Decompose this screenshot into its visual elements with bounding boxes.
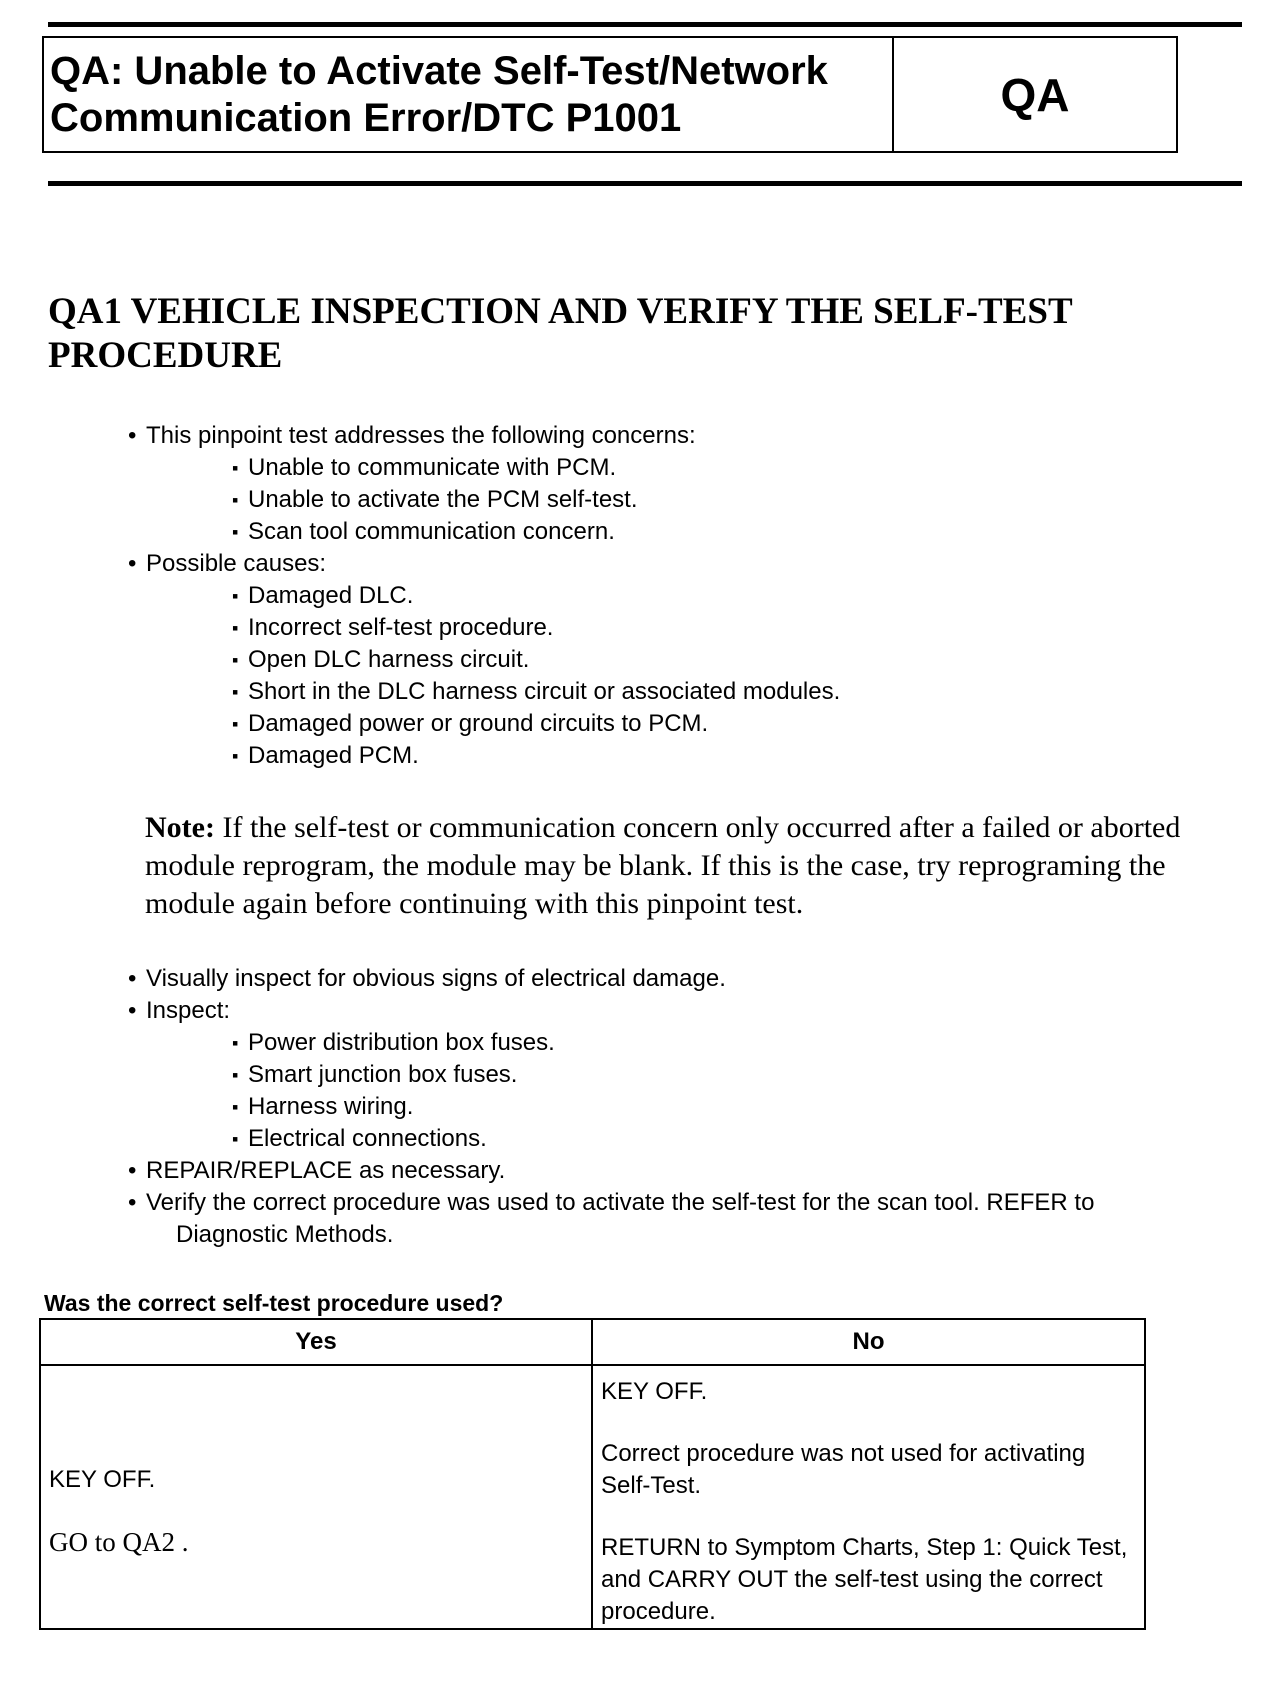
causes-sublist [146, 580, 1248, 772]
inspect-sublist [146, 1027, 1248, 1155]
inspect-item: ▪ Smart junction box fuses. [232, 1059, 1248, 1091]
inspect-item: ▪ Harness wiring. [232, 1091, 1248, 1123]
concern-item: ▪ Scan tool communication concern. [232, 516, 1248, 548]
causes-intro: Possible causes: [146, 550, 327, 577]
table-row [40, 1365, 1145, 1629]
concerns-intro: This pinpoint test addresses the following concerns: [146, 422, 696, 449]
header-box [42, 36, 1178, 153]
concern-item: ▪ Unable to activate the PCM self-test. [232, 484, 1248, 516]
note-text: If the self-test or communication concern only occurred after a failed or aborted module reprogram, the module may be blank. If this is the case, try reprograming the module again before continuing with this pinpoint test. [145, 811, 1181, 920]
section-title [48, 290, 1198, 378]
concerns-sublist [146, 452, 1248, 548]
table-header-row [40, 1319, 1145, 1365]
step-visual: • Visually inspect for obvious signs of electrical damage. [128, 963, 1248, 995]
inspect-intro: Inspect: [146, 997, 231, 1024]
yes-line2: GO to QA2 . [49, 1527, 189, 1557]
cause-item: ▪ Damaged PCM. [232, 740, 1248, 772]
cause-item: ▪ Short in the DLC harness circuit or associated modules. [232, 676, 1248, 708]
yes-line1: KEY OFF. [49, 1466, 156, 1493]
note-paragraph [145, 809, 1225, 923]
header-title-line1: QA: Unable to Activate Self-Test/Network [50, 49, 828, 93]
list-item [128, 548, 1248, 772]
inspect-item: ▪ Power distribution box fuses. [232, 1027, 1248, 1059]
section-title-line2: PROCEDURE [48, 335, 283, 376]
concern-item: ▪ Unable to communicate with PCM. [232, 452, 1248, 484]
note-label: Note: [145, 811, 215, 844]
top-rule [48, 22, 1242, 27]
list-item [128, 995, 1248, 1155]
header-title-line2: Communication Error/DTC P1001 [50, 96, 682, 140]
inspection-steps-list [128, 963, 1248, 1251]
section-title-line1: QA1 VEHICLE INSPECTION AND VERIFY THE SELF-TEST [48, 291, 1073, 332]
no-line3: RETURN to Symptom Charts, Step 1: Quick Test, and CARRY OUT the self-test using the correct procedure. [601, 1534, 1128, 1625]
step-verify [128, 1187, 1248, 1251]
no-line1: KEY OFF. [601, 1378, 708, 1405]
header-code: QA [1000, 68, 1070, 121]
cause-item: ▪ Damaged power or ground circuits to PCM. [232, 708, 1248, 740]
yes-header: Yes [40, 1319, 592, 1365]
step-verify-line1: Verify the correct procedure was used to activate the self-test for the scan tool. REFER to [146, 1189, 1095, 1216]
concerns-causes-list [128, 420, 1248, 772]
bottom-rule [48, 181, 1242, 186]
no-cell [592, 1365, 1145, 1629]
yes-cell [40, 1365, 592, 1629]
no-line2: Correct procedure was not used for activating Self-Test. [601, 1440, 1086, 1499]
header-title [44, 38, 894, 151]
inspect-item: ▪ Electrical connections. [232, 1123, 1248, 1155]
list-item [128, 420, 1248, 548]
cause-item: ▪ Open DLC harness circuit. [232, 644, 1248, 676]
step-repair: • REPAIR/REPLACE as necessary. [128, 1155, 1248, 1187]
question-label: Was the correct self-test procedure used? [44, 1290, 504, 1316]
step-verify-line2: Diagnostic Methods. [176, 1221, 394, 1248]
no-header: No [592, 1319, 1145, 1365]
cause-item: ▪ Incorrect self-test procedure. [232, 612, 1248, 644]
yes-no-table [39, 1318, 1146, 1630]
cause-item: ▪ Damaged DLC. [232, 580, 1248, 612]
